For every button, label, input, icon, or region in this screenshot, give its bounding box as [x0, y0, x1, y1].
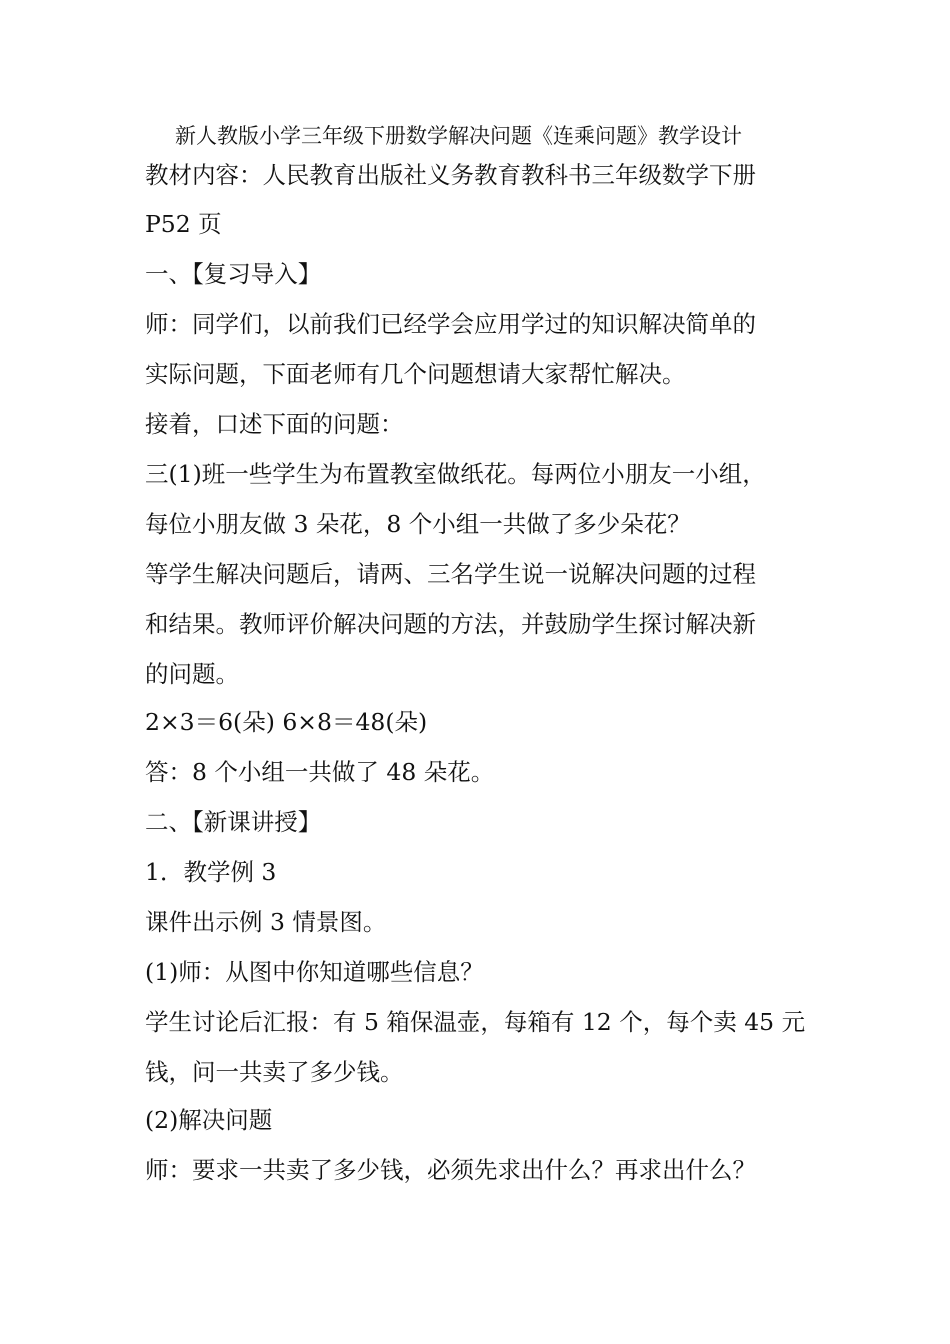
answer-line: 答：8 个小组一共做了 48 朵花。: [145, 758, 495, 786]
text-line: 师：要求一共卖了多少钱，必须先求出什么？再求出什么？: [145, 1156, 756, 1184]
equation-line: 2×3＝6(朵) 6×8＝48(朵): [145, 708, 428, 736]
text-line: 每位小朋友做 3 朵花，8 个小组一共做了多少朵花？: [145, 510, 691, 538]
text-line: 学生讨论后汇报：有 5 箱保温壶，每箱有 12 个，每个卖 45 元: [145, 1008, 806, 1036]
text-line-material: 教材内容：人民教育出版社义务教育教科书三年级数学下册: [145, 161, 756, 189]
text-line: 等学生解决问题后，请两、三名学生说一说解决问题的过程: [145, 560, 756, 588]
document-title: 新人教版小学三年级下册数学解决问题《连乘问题》教学设计: [175, 124, 742, 148]
text-line: 接着，口述下面的问题：: [145, 410, 404, 438]
text-line: 师：同学们，以前我们已经学会应用学过的知识解决简单的: [145, 310, 756, 338]
text-line: 钱，问一共卖了多少钱。: [145, 1058, 404, 1086]
text-line: (1)师：从图中你知道哪些信息？: [145, 958, 484, 986]
section-heading-new-lesson: 二、【新课讲授】: [145, 808, 322, 836]
text-line: 课件出示例 3 情景图。: [145, 908, 387, 936]
section-heading-review: 一、【复习导入】: [145, 260, 322, 288]
text-line: 和结果。教师评价解决问题的方法，并鼓励学生探讨解决新: [145, 610, 756, 638]
subsection-heading-example: 1．教学例 3: [145, 858, 277, 886]
text-line: 的问题。: [145, 660, 239, 688]
text-line: 三(1)班一些学生为布置教室做纸花。每两位小朋友一小组，: [145, 460, 766, 488]
text-line: (2)解决问题: [145, 1106, 273, 1134]
text-line-page-ref: P52 页: [145, 210, 222, 238]
text-line: 实际问题，下面老师有几个问题想请大家帮忙解决。: [145, 360, 686, 388]
